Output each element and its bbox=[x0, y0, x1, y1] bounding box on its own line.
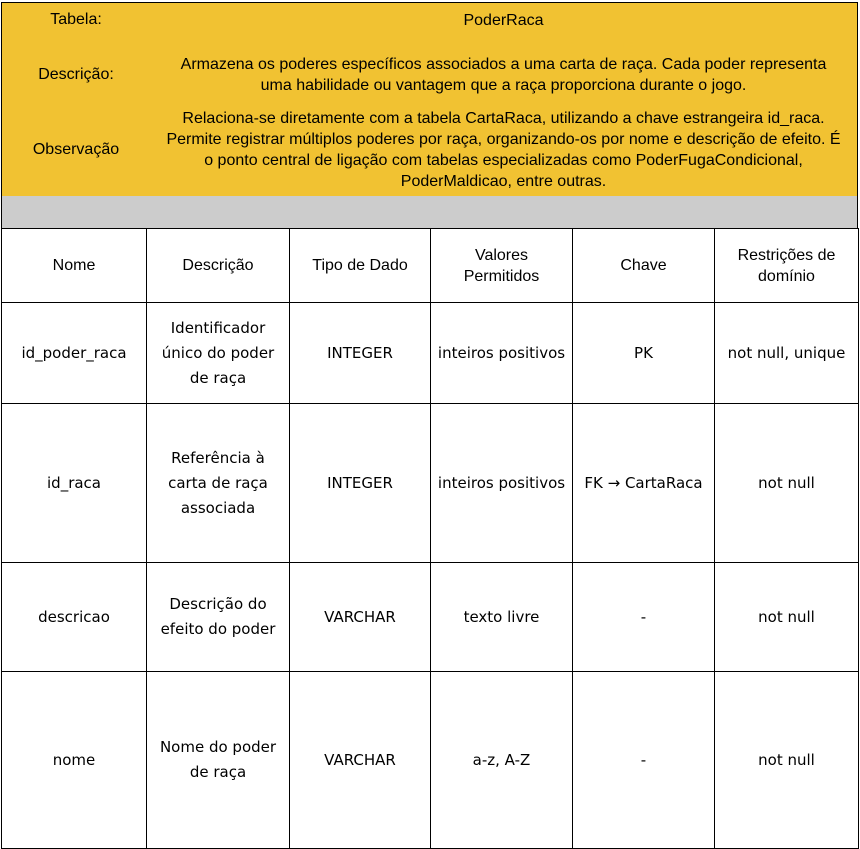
cell-descricao: Referência à carta de raça associada bbox=[147, 404, 290, 563]
cell-descricao: Descrição do efeito do poder bbox=[147, 563, 290, 672]
cell-valores: a-z, A-Z bbox=[431, 672, 573, 849]
table-name-label: Tabela: bbox=[50, 11, 102, 28]
cell-descricao: Identificador único do poder de raça bbox=[147, 303, 290, 404]
cell-tipo: INTEGER bbox=[290, 404, 431, 563]
cell-restricoes: not null bbox=[715, 672, 859, 849]
table-row bbox=[2, 672, 859, 849]
table-row bbox=[2, 563, 859, 672]
cell-nome: id_poder_raca bbox=[2, 303, 147, 404]
fields-table bbox=[1, 228, 859, 849]
col-header-descricao: Descrição bbox=[147, 229, 290, 303]
table-header-row bbox=[2, 229, 859, 303]
cell-chave: FK → CartaRaca bbox=[573, 404, 715, 563]
cell-valores: texto livre bbox=[431, 563, 573, 672]
cell-tipo: VARCHAR bbox=[290, 563, 431, 672]
cell-nome: id_raca bbox=[2, 404, 147, 563]
description-value: Armazena os poderes específicos associados a uma carta de raça. Cada poder representa uma habilidade ou vantagem que a raça proporciona durante o jogo. bbox=[180, 56, 827, 94]
col-header-tipo: Tipo de Dado bbox=[290, 229, 431, 303]
data-dictionary-document bbox=[1, 2, 858, 849]
cell-chave: - bbox=[573, 563, 715, 672]
observation-label: Observação bbox=[32, 141, 120, 158]
cell-tipo: INTEGER bbox=[290, 303, 431, 404]
table-name-row bbox=[2, 9, 857, 31]
cell-nome: descricao bbox=[2, 563, 147, 672]
cell-restricoes: not null bbox=[715, 404, 859, 563]
observation-row bbox=[2, 105, 857, 195]
col-header-restricoes: Restrições de domínio bbox=[715, 229, 859, 303]
col-header-chave: Chave bbox=[573, 229, 715, 303]
table-header-block bbox=[1, 2, 858, 196]
cell-restricoes: not null, unique bbox=[715, 303, 859, 404]
cell-valores: inteiros positivos bbox=[431, 303, 573, 404]
cell-chave: - bbox=[573, 672, 715, 849]
table-name-value: PoderRaca bbox=[463, 11, 544, 29]
cell-tipo: VARCHAR bbox=[290, 672, 431, 849]
table-row bbox=[2, 404, 859, 563]
description-row bbox=[2, 47, 857, 103]
cell-chave: PK bbox=[573, 303, 715, 404]
separator-band bbox=[1, 196, 858, 228]
col-header-valores: Valores Permitidos bbox=[431, 229, 573, 303]
cell-restricoes: not null bbox=[715, 563, 859, 672]
cell-descricao: Nome do poder de raça bbox=[147, 672, 290, 849]
observation-value: Relaciona-se diretamente com a tabela CartaRaca, utilizando a chave estrangeira id_raca. Permite registrar múltiplos poderes por raça, organizando-os por nome e descrição de efeito. É o ponto central de ligação com tabelas especializadas como PoderFugaCondicional, PoderMaldicao, entre outras. bbox=[166, 110, 841, 190]
table-row bbox=[2, 303, 859, 404]
col-header-nome: Nome bbox=[2, 229, 147, 303]
cell-nome: nome bbox=[2, 672, 147, 849]
description-label: Descrição: bbox=[38, 66, 114, 83]
cell-valores: inteiros positivos bbox=[431, 404, 573, 563]
